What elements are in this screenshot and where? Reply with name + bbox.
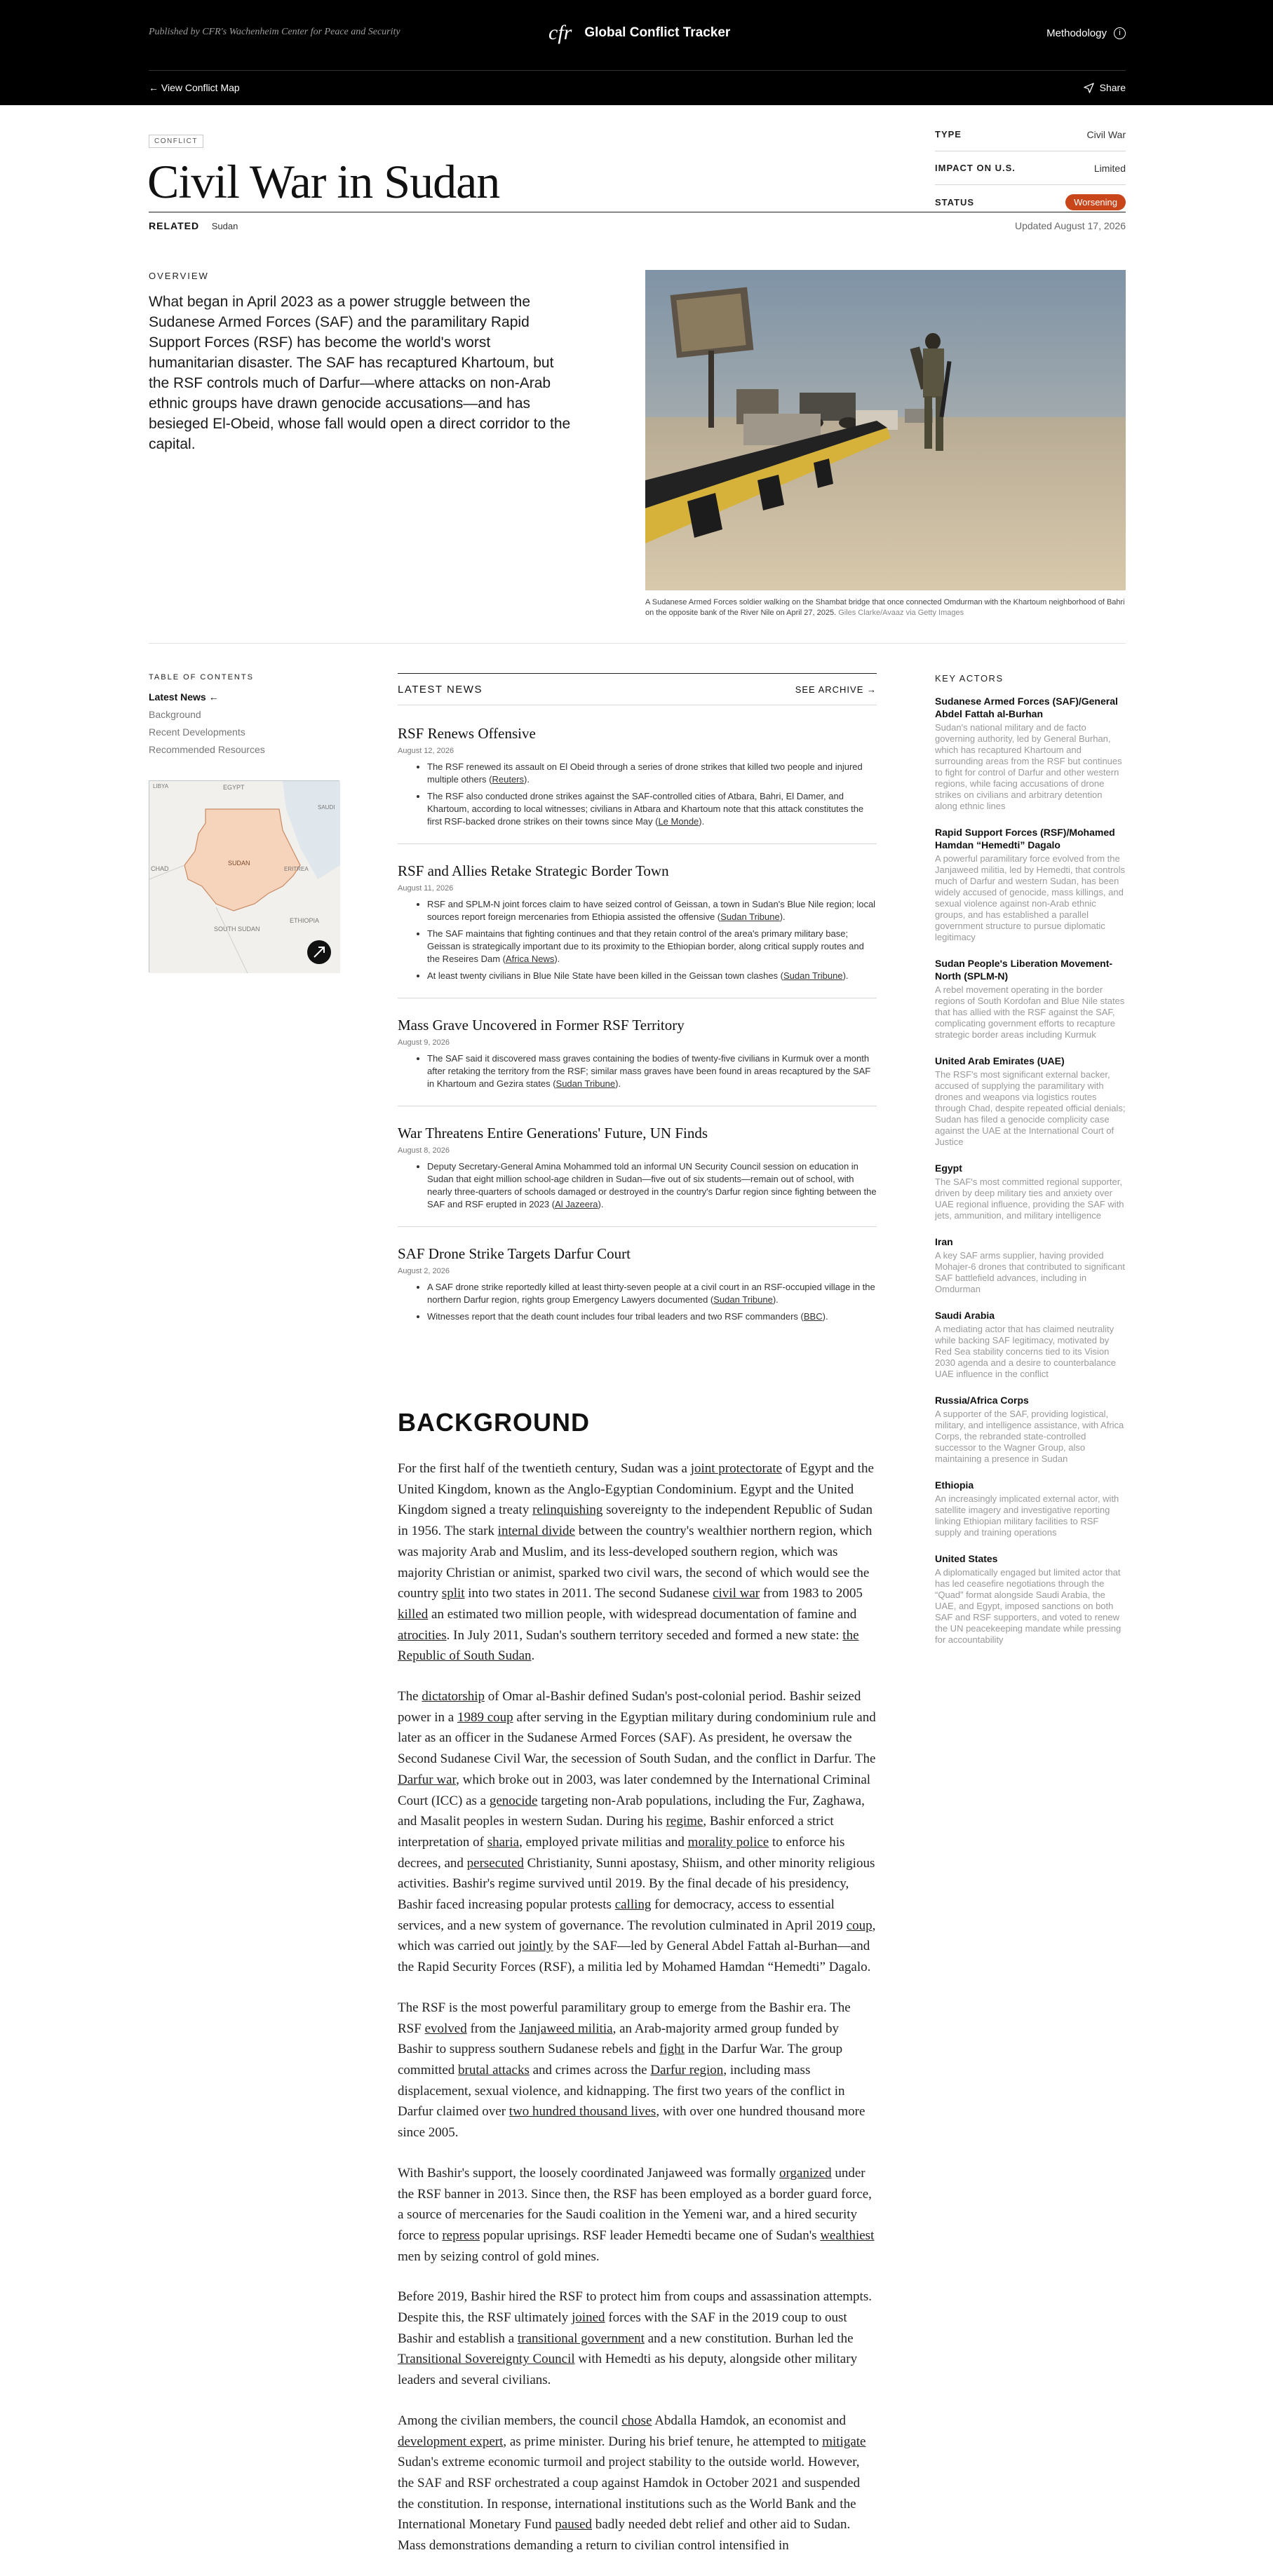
actor-description: The RSF's most significant external backer, accused of supplying the paramilitary with drones and weapons via logistics routes through Chad, despite repeated official denials; Sudan has filed a genocide complicity case against the UAE at the International Court of Justice [935, 1069, 1126, 1147]
news-title[interactable]: Mass Grave Uncovered in Former RSF Territory [398, 1017, 685, 1033]
share-label: Share [1099, 82, 1126, 93]
actor-name: United States [935, 1553, 998, 1564]
share-button[interactable] [1084, 82, 1126, 93]
inline-link[interactable]: joint protectorate [690, 1461, 783, 1476]
brand-title[interactable]: Global Conflict Tracker [584, 25, 731, 40]
background-paragraph: The RSF is the most powerful paramilitary group to emerge from the Bashir era. The RSF evolved from the Janjaweed militia, an Arab-majority armed group funded by Bashir to suppress southern Sudanese rebels and fight in the Darfur War. The group committed brutal attacks and crimes across the Darfur region, including mass displacement, sexual violence, and kidnapping. The first two years of the conflict in Darfur claimed over two hundred thousand lives, with over one hundred thousand more since 2005. [398, 2000, 865, 2141]
meta-key: IMPACT ON U.S. [935, 163, 1016, 173]
source-link[interactable]: Sudan Tribune [783, 970, 843, 981]
methodology-link[interactable] [1046, 27, 1126, 39]
inline-link[interactable]: coup [846, 1918, 873, 1933]
inline-link[interactable]: the Republic of South Sudan [398, 1627, 859, 1664]
actor-item [935, 695, 1126, 812]
map-label-eritrea: ERITREA [284, 866, 309, 872]
inline-link[interactable]: Transitional Sovereignty Council [398, 2352, 575, 2367]
inline-link[interactable]: Janjaweed militia [519, 2021, 613, 2036]
news-list [398, 725, 877, 1338]
key-actors-heading: KEY ACTORS [935, 673, 1004, 684]
actor-name: Iran [935, 1236, 953, 1247]
news-bullet: • RSF and SPLM-N joint forces claim to have seized control of Geissan, a town in Sudan's Blue Nile region; local sources report foreign mercenaries from Ethiopia assisted the offensive (Sudan Tribune). [427, 898, 877, 923]
source-link[interactable]: Sudan Tribune [713, 1294, 773, 1305]
news-item [398, 1245, 877, 1338]
background-paragraph: For the first half of the twentieth century, Sudan was a joint protectorate of Egypt and the United Kingdom, known as the Anglo-Egyptian Condominium. Egypt and the United Kingdom signed a treaty relinquishing sovereignty to the independent Republic of Sudan in 1956. The stark internal divide between the country's wealthier northern region, which was majority Arab and Muslim, and its less-developed southern region, which was majority Christian or animist, sparked two civil wars, the second of which would see the country split into two states in 2011. The second Sudanese civil war from 1983 to 2005 killed an estimated two million people, with widespread documentation of famine and atrocities. In July 2011, Sudan's southern territory seceded and formed a new state: the Republic of South Sudan. [398, 1461, 874, 1664]
map-label-chad: CHAD [151, 865, 169, 872]
actor-name: Saudi Arabia [935, 1310, 995, 1321]
see-archive-link[interactable]: SEE ARCHIVE → [795, 684, 877, 695]
info-icon: i [1114, 27, 1126, 39]
actor-name: Russia/Africa Corps [935, 1395, 1029, 1406]
news-bullets [398, 1052, 877, 1090]
background-paragraph: Before 2019, Bashir hired the RSF to protect him from coups and assassination attempts. Despite this, the RSF ultimately joined forces with the SAF in the 2019 coup to oust Bashir and establish a transitional government and a new constitution. Burhan led the Transitional Sovereignty Council with Hemedti as his deputy, alongside other military leaders and several civilians. [398, 2289, 872, 2388]
source-link[interactable]: Africa News [505, 954, 555, 964]
news-bullets [398, 1160, 877, 1211]
conflict-meta-table [935, 118, 1126, 219]
background-heading: BACKGROUND [398, 1408, 590, 1437]
inline-link[interactable]: two hundred thousand lives [508, 2104, 656, 2120]
news-bullets [398, 898, 877, 982]
news-date: August 11, 2026 [398, 884, 454, 893]
map-label-libya: LIBYA [153, 783, 169, 789]
inline-link[interactable]: atrocities [398, 1627, 447, 1643]
locator-map[interactable] [149, 780, 339, 972]
news-bullet: • At least twenty civilians in Blue Nile State have been killed in the Geissan town clashes (Sudan Tribune). [427, 970, 877, 982]
news-bullets [398, 1281, 877, 1323]
related-link-sudan[interactable]: Sudan [211, 221, 238, 231]
news-title[interactable]: SAF Drone Strike Targets Darfur Court [398, 1245, 631, 1262]
news-bullets [398, 761, 877, 828]
overview-text: What began in April 2023 as a power struggle between the Sudanese Armed Forces (SAF) and the paramilitary Rapid Support Forces (RSF) has become the world's worst humanitarian disaster. The SAF has recaptured Khartoum, but the RSF controls much of Darfur—where attacks on non-Arab ethnic groups have drawn genocide accusations—and has besieged El-Obeid, whose fall would open a direct corridor to the capital. [149, 294, 571, 452]
news-bullet: • Deputy Secretary-General Amina Mohammed told an informal UN Security Council session on education in Sudan that eight million school-age children in Sudan—five out of six students—remain out of school, with nearly three-quarters of schools damaged or destroyed in the country's Darfur region since fighting between the SAF and RSF erupted in 2023 (Al Jazeera). [427, 1160, 877, 1211]
related-row [149, 220, 238, 231]
actor-name: Sudanese Armed Forces (SAF)/General Abdel Fattah al-Burhan [935, 696, 1118, 719]
news-title[interactable]: RSF Renews Offensive [398, 725, 536, 742]
actor-item [935, 1394, 1126, 1465]
inline-link[interactable]: transitional government [517, 2331, 645, 2346]
inline-link[interactable]: mitigate [822, 2434, 866, 2449]
inline-link[interactable]: joined [572, 2310, 605, 2326]
toc-item-recommended-resources[interactable]: Recommended Resources [149, 744, 265, 755]
actor-item [935, 1309, 1126, 1380]
inline-link[interactable]: organized [779, 2165, 832, 2181]
inline-link[interactable]: killed [398, 1606, 429, 1622]
methodology-label: Methodology [1046, 27, 1107, 39]
conflict-badge: CONFLICT [149, 135, 203, 148]
meta-row-type [935, 118, 1126, 151]
inline-link[interactable]: internal divide [497, 1524, 575, 1539]
meta-value: Civil War [1086, 128, 1126, 140]
actor-name: Ethiopia [935, 1479, 974, 1491]
actor-name: Rapid Support Forces (RSF)/Mohamed Hamdan “Hemedti” Dagalo [935, 827, 1115, 850]
background-paragraph: Among the civilian members, the council chose Abdalla Hamdok, an economist and development expert, as prime minister. During his brief tenure, he attempted to mitigate Sudan's extreme economic turmoil and project stability to the outside world. However, the SAF and RSF orchestrated a coup against Hamdok in October 2021 and suspended the constitution. In response, international institutions such as the World Bank and the International Monetary Fund paused badly needed debt relief and other aid to Sudan. Mass demonstrations demanding a return to civilian control intensified in [398, 2413, 866, 2554]
actor-description: The SAF's most committed regional supporter, driven by deep military ties and anxiety over UAE regional influence, providing the SAF with jets, ammunition, and military intelligence [935, 1177, 1124, 1221]
inline-link[interactable]: repress [442, 2228, 480, 2243]
header-divider [149, 70, 1126, 71]
actor-name: Sudan People's Liberation Movement-North (SPLM-N) [935, 958, 1113, 982]
caption-text: A Sudanese Armed Forces soldier walking on the Shambat bridge that once connected Omdurman with the Khartoum neighborhood of Bahri on the opposite bank of the River Nile on April 27, 2025. [645, 598, 1125, 617]
key-actors [935, 673, 1126, 1660]
hero-photo [645, 270, 1126, 590]
news-date: August 12, 2026 [398, 747, 454, 755]
inline-link[interactable]: Darfur region [650, 2062, 724, 2077]
inline-link[interactable]: evolved [424, 2021, 467, 2036]
news-date: August 8, 2026 [398, 1146, 450, 1155]
inline-link[interactable]: development expert [398, 2434, 504, 2449]
inline-link[interactable]: calling [614, 1897, 652, 1913]
meta-key: STATUS [935, 196, 975, 208]
cfr-logo[interactable]: cfr [548, 21, 572, 44]
actor-description: A rebel movement operating in the border regions of South Kordofan and Blue Nile states that has allied with the RSF against the SAF, complicating government efforts to recapture strategic border areas including Kurmuk [935, 984, 1125, 1040]
updated-date: Updated August 17, 2026 [1014, 220, 1126, 231]
toc-item-recent-developments[interactable]: Recent Developments [149, 726, 245, 738]
news-bullet: • The SAF maintains that fighting continues and that they retain control of the area's primary military base; Geissan is strategically important due to its proximity to the Ethiopian border, along critical supply routes and the Reseires Dam (Africa News). [427, 928, 877, 965]
inline-link[interactable]: genocide [489, 1793, 538, 1808]
view-conflict-map-link[interactable]: ← View Conflict Map [149, 82, 240, 93]
meta-value: Limited [1093, 162, 1126, 174]
expand-map-icon[interactable] [307, 940, 331, 964]
actor-item [935, 1055, 1126, 1148]
latest-news [398, 673, 877, 1357]
inline-link[interactable]: wealthiest [820, 2228, 875, 2243]
inline-link[interactable]: dictatorship [422, 1689, 485, 1704]
photo-credit: Giles Clarke/Avaaz via Getty Images [838, 609, 964, 617]
status-badge: Worsening [1065, 194, 1126, 210]
inline-link[interactable]: chose [621, 2413, 652, 2428]
news-bullet: • The SAF said it discovered mass graves containing the bodies of twenty-five civilians in Kurmuk over a month after retaking the territory from the RSF; similar mass graves have been found in areas recaptured by the SAF in Khartoum and Gezira states (Sudan Tribune). [427, 1052, 877, 1090]
news-item [398, 1017, 877, 1106]
source-link[interactable]: Al Jazeera [555, 1199, 598, 1209]
news-bullet: • The RSF renewed its assault on El Obeid through a series of drone strikes that killed two people and injured multiple others (Reuters). [427, 761, 877, 786]
inline-link[interactable]: morality police [687, 1834, 769, 1850]
actors-list [935, 695, 1126, 1646]
site-header [0, 0, 1273, 105]
inline-link[interactable]: sharia [487, 1834, 520, 1850]
meta-row-status [935, 185, 1126, 219]
actor-description: A key SAF arms supplier, having provided Mohajer-6 drones that contributed to significant SAF battlefield advances, including in Omdurman [935, 1250, 1125, 1294]
news-bullet: • Witnesses report that the death count includes four tribal leaders and two RSF commanders (BBC). [427, 1310, 877, 1323]
source-link[interactable]: Reuters [492, 774, 525, 785]
inline-link[interactable]: jointly [518, 1939, 553, 1954]
inline-link[interactable]: Darfur war [398, 1772, 457, 1787]
background-body [398, 1458, 877, 2556]
inline-link[interactable]: civil war [713, 1586, 760, 1601]
inline-link[interactable]: brutal attacks [458, 2062, 530, 2077]
background-paragraph: With Bashir's support, the loosely coordinated Janjaweed was formally organized under the RSF banner in 2013. Since then, the RSF has been employed as a border guard force, a source of mercenaries for the Saudi coalition in the Yemeni war, and a hired security force to repress popular uprisings. RSF leader Hemedti became one of Sudan's wealthiest men by seizing control of gold mines. [398, 2165, 875, 2264]
meta-key: TYPE [935, 129, 962, 140]
actor-name: Egypt [935, 1162, 962, 1174]
actor-item [935, 1235, 1126, 1295]
news-item [398, 862, 877, 998]
map-label-ethiopia: ETHIOPIA [290, 917, 320, 924]
toc-item-background[interactable]: Background [149, 709, 201, 720]
brand[interactable] [548, 21, 730, 45]
actor-description: A powerful paramilitary force evolved from the Janjaweed militia, led by Hemedti, that controls much of Darfur and western Sudan, has been widely accused of genocide, mass killings, and sexual violence against non-Arab ethnic groups, and has established a parallel government structure to pursue diplomatic legitimacy [935, 853, 1125, 942]
source-link[interactable]: Sudan Tribune [720, 911, 780, 922]
news-item [398, 1125, 877, 1227]
source-link[interactable]: Le Monde [658, 816, 699, 827]
background-paragraph: The dictatorship of Omar al-Bashir defined Sudan's post-colonial period. Bashir seized power in a 1989 coup after serving in the Egyptian military during condominium rule and later as an officer in the Sudanese Armed Forces (SAF). As president, he oversaw the Second Sudanese Civil War, the secession of South Sudan, and the conflict in Darfur. The Darfur war, which broke out in 2003, was later condemned by the International Criminal Court (ICC) as a genocide targeting non-Arab populations, including the Fur, Zaghawa, and Masalit peoples in western Sudan. During his regime, Bashir enforced a strict interpretation of sharia, employed private militias and morality police to enforce his decrees, and persecuted Christianity, Sunni apostasy, Shiism, and other minority religious activities. Bashir's regime survived until 2019. By the final decade of his presidency, Bashir faced increasing popular protests calling for democracy, access to essential services, and a new system of governance. The revolution culminated in April 2019 coup, which was carried out jointly by the SAF—led by General Abdel Fattah al-Burhan—and the Rapid Security Forces (RSF), a militia led by Mohamed Hamdan “Hemedti” Dagalo. [398, 1689, 876, 1975]
map-label-sudan: SUDAN [228, 860, 250, 867]
share-icon [1084, 83, 1094, 93]
news-date: August 9, 2026 [398, 1038, 450, 1047]
actor-item [935, 957, 1126, 1040]
actor-description: Sudan's national military and de facto governing authority, led by General Burhan, which has recaptured Khartoum and surrounding areas from the RSF but continues to fight for control of Darfur and other western regions, while facing accusations of drone strikes on civilians and arbitrary detention along ethnic lines [935, 722, 1122, 811]
toc-heading: TABLE OF CONTENTS [149, 673, 254, 682]
map-label-saudi: SAUDI [318, 804, 335, 811]
actor-description: A diplomatically engaged but limited actor that has led ceasefire negotiations through the “Quad” format alongside Saudi Arabia, the UAE, and Egypt, imposed sanctions on both SAF and RSF supporters, and voted to renew the UN peacekeeping mandate while pressing for accountability [935, 1567, 1122, 1645]
section-divider [149, 643, 1126, 644]
meta-row-impact [935, 151, 1126, 185]
news-heading: LATEST NEWS [398, 683, 483, 696]
related-label: RELATED [149, 220, 200, 231]
publisher-line: Published by CFR's Wachenheim Center for Peace and Security [149, 27, 400, 37]
news-item [398, 725, 877, 844]
actor-description: An increasingly implicated external actor, with satellite imagery and investigative reporting linking Ethiopian military facilities to RSF supply and training operations [935, 1493, 1119, 1538]
actor-name: United Arab Emirates (UAE) [935, 1055, 1065, 1066]
news-bullet: • The RSF also conducted drone strikes against the SAF-controlled cities of Atbara, Bahri, El Damer, and Khartoum, according to local witnesses; civilians in Atbara and Khartoum note that this attack constitutes the first RSF-backed drone strikes on their towns since May (Le Monde). [427, 790, 877, 828]
background-section [398, 1408, 877, 2576]
overview-label: OVERVIEW [149, 271, 209, 281]
inline-link[interactable]: 1989 coup [457, 1709, 513, 1725]
news-header [398, 674, 877, 705]
photo-caption [645, 597, 1126, 618]
actor-item [935, 826, 1126, 943]
inline-link[interactable]: relinquishing [532, 1503, 603, 1518]
inline-link[interactable]: persecuted [466, 1855, 524, 1871]
page-title: Civil War in Sudan [147, 155, 500, 208]
source-link[interactable]: Sudan Tribune [555, 1078, 616, 1089]
actor-item [935, 1479, 1126, 1538]
news-bullet: • A SAF drone strike reportedly killed at least thirty-seven people at a civil court in an RSF-occupied village in the northern Darfur region, rights group Emergency Lawyers documented (Sudan Tribune). [427, 1281, 877, 1306]
inline-link[interactable]: fight [659, 2042, 685, 2057]
actor-item [935, 1552, 1126, 1646]
actor-description: A mediating actor that has claimed neutrality while backing SAF legitimacy, motivated by Red Sea stability concerns tied to its Vision 2030 agenda and a desire to counterbalance UAE influence in the conflict [935, 1324, 1117, 1379]
news-title[interactable]: RSF and Allies Retake Strategic Border Town [398, 862, 669, 879]
map-label-south-sudan: SOUTH SUDAN [214, 926, 260, 933]
map-label-egypt: EGYPT [223, 784, 245, 791]
table-of-contents [149, 673, 342, 761]
news-date: August 2, 2026 [398, 1267, 450, 1275]
actor-description: A supporter of the SAF, providing logistical, military, and intelligence assistance, with Africa Corps, the rebranded state-controlled successor to the Wagner Group, also maintaining a presence in Sudan [935, 1409, 1124, 1464]
toc-item-latest-news[interactable]: Latest News ← [149, 691, 219, 703]
inline-link[interactable]: paused [555, 2517, 593, 2533]
source-link[interactable]: BBC [803, 1311, 823, 1322]
news-title[interactable]: War Threatens Entire Generations' Future, UN Finds [398, 1125, 708, 1141]
actor-item [935, 1162, 1126, 1221]
inline-link[interactable]: split [441, 1586, 465, 1601]
inline-link[interactable]: regime [666, 1814, 703, 1829]
